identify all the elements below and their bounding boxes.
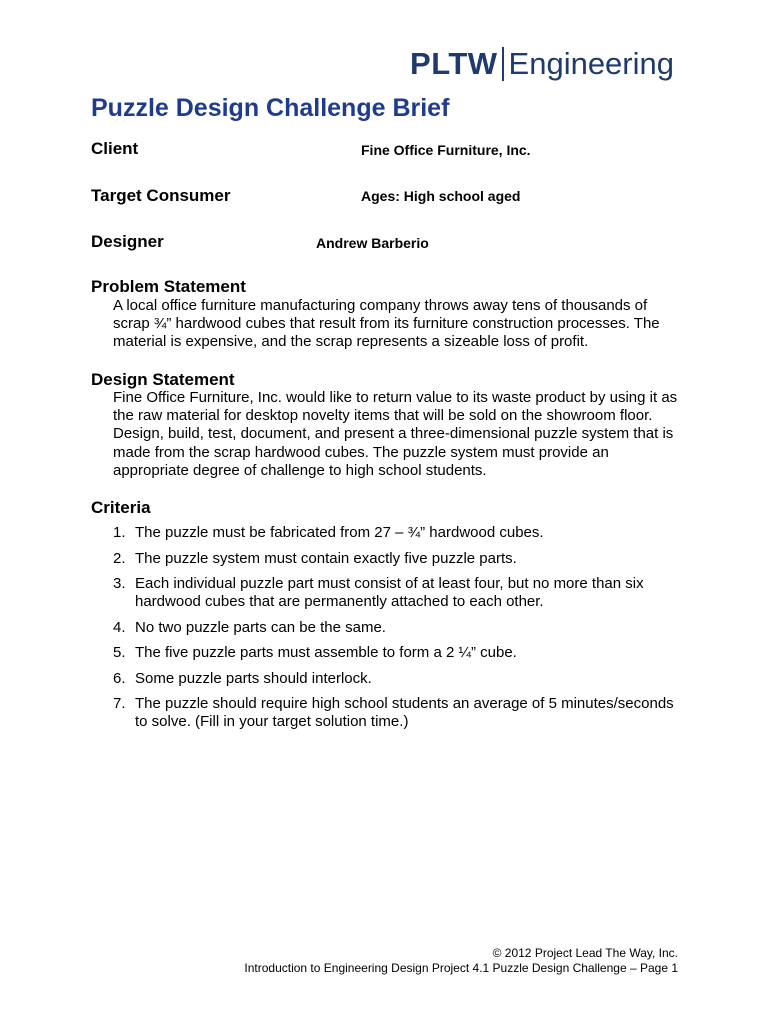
criteria-item-text: Some puzzle parts should interlock. <box>135 669 372 687</box>
criteria-item-number: 6. <box>113 669 126 687</box>
logo-divider <box>502 47 504 81</box>
criteria-item-text: The puzzle must be fabricated from 27 – ¾” hardwood cubes. <box>135 524 544 541</box>
criteria-item-number: 4. <box>113 618 126 636</box>
criteria-item <box>113 575 688 611</box>
criteria-item-text: The puzzle should require high school students an average of 5 minutes/seconds to solve. (Fill in your target solution time.) <box>135 695 674 731</box>
client-value: Fine Office Furniture, Inc. <box>361 142 531 158</box>
criteria-item-number: 3. <box>113 575 126 592</box>
page-footer <box>244 946 678 976</box>
target-consumer-value: Ages: High school aged <box>361 188 521 204</box>
problem-statement-heading: Problem Statement <box>91 277 246 296</box>
designer-label: Designer <box>91 232 164 251</box>
page-title: Puzzle Design Challenge Brief <box>91 94 450 122</box>
criteria-item <box>113 619 688 637</box>
criteria-item <box>113 670 688 688</box>
footer-copyright: © 2012 Project Lead The Way, Inc. <box>492 946 678 960</box>
criteria-item-text: The puzzle system must contain exactly five puzzle parts. <box>135 549 517 567</box>
design-statement-heading: Design Statement <box>91 370 235 389</box>
logo-brand: PLTW <box>410 46 498 81</box>
criteria-item-number: 2. <box>113 549 126 567</box>
criteria-heading: Criteria <box>91 498 151 517</box>
criteria-item <box>113 644 688 662</box>
logo-division: Engineering <box>508 46 674 81</box>
client-label: Client <box>91 139 139 158</box>
designer-value: Andrew Barberio <box>316 235 429 251</box>
criteria-item-number: 1. <box>113 524 126 541</box>
footer-course-info: Introduction to Engineering Design Project 4.1 Puzzle Design Challenge – Page 1 <box>244 961 678 975</box>
criteria-item-text: No two puzzle parts can be the same. <box>135 618 386 636</box>
criteria-item-number: 5. <box>113 644 126 662</box>
design-statement-text: Fine Office Furniture, Inc. would like to return value to its waste product by using it as the raw material for desktop novelty items that will be sold on the showroom floor. Design, build, test, document, and present a three-dimensional puzzle system that is made from the scrap hardwood cubes. The puzzle system must provide an appropriate degree of challenge to high school students. <box>113 389 678 479</box>
criteria-item <box>113 695 688 731</box>
problem-statement-text: A local office furniture manufacturing company throws away tens of thousands of scrap ¾” hardwood cubes that result from its furniture construction processes. The material is expensive, and the scrap represents a sizeable loss of profit. <box>113 297 660 351</box>
criteria-item <box>113 550 688 568</box>
criteria-item <box>113 524 688 542</box>
criteria-item-text: Each individual puzzle part must consist of at least four, but no more than six hardwood cubes that are permanently attached to each other. <box>135 575 644 611</box>
pltw-engineering-logo <box>410 46 674 82</box>
target-consumer-label: Target Consumer <box>91 186 231 205</box>
criteria-item-text: The five puzzle parts must assemble to form a 2 ¼” cube. <box>135 644 517 662</box>
criteria-list <box>113 524 688 739</box>
criteria-item-number: 7. <box>113 695 126 713</box>
